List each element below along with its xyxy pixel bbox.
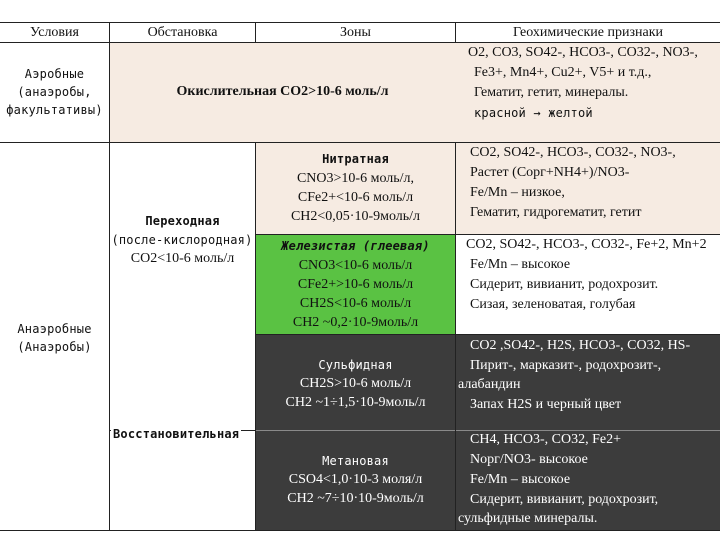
nitrate-line3: CH2<0,05·10-9моль/л [290,209,421,224]
nitrate-line1: CNO3>10-6 моль/л, [296,171,415,186]
header-zones: Зоны [340,25,371,40]
ferrous-line1: CNO3<10-6 моль/л [298,258,413,273]
methane-line1: CSO4<1,0·10-3 моля/л [288,472,423,487]
nitrate-signs-line1: CO2, SO42-, HCO3-, CO32-, NO3-, [470,145,676,160]
ferrous-line3: CH2S<10-6 моль/л [299,296,412,311]
sulfide-signs-line2: Пирит-, марказит-, родохрозит-, [470,358,662,373]
anaerobic-cond-line1: Анаэробные [17,322,92,336]
nitrate-signs-line3: Fe/Mn – низкое, [470,185,565,200]
nitrate-line2: CFe2+<10-6 моль/л [297,190,414,205]
ferrous-signs-line4: Сизая, зеленоватая, голубая [470,297,636,312]
anaerobic-cond-line2: (Анаэробы) [17,340,92,354]
sulfide-signs-line4: Запах H2S и черный цвет [470,397,622,412]
transitional-title: Переходная [145,214,220,228]
aerobic-cond-line1: Аэробные [24,67,85,81]
aerobic-signs-line4: красной → желтой [474,106,593,120]
aerobic-signs-line1: O2, CO3, SO42-, HCO3-, CO32-, NO3-, [468,45,698,60]
ferrous-line4: CH2 ~0,2·10-9моль/л [292,315,419,330]
methane-line2: CH2 ~7÷10·10-9моль/л [287,491,424,506]
ferrous-line2: CFe2+>10-6 моль/л [297,277,414,292]
sulfide-title: Сульфидная [318,358,393,372]
ferrous-signs-line1: CO2, SO42-, HCO3-, CO32-, Fe+2, Mn+2 [466,237,707,252]
transitional-conc: CO2<10-6 моль/л [130,251,235,266]
table-border-top [0,22,720,23]
transitional-subtitle: (после-кислородная) [111,233,253,247]
header-setting: Обстановка [147,25,218,40]
aerobic-signs-line2: Fe3+, Mn4+, Cu2+, V5+ и т.д., [474,65,652,80]
methane-signs-line3: Fe/Mn – высокое [470,472,571,487]
table-border-header [0,42,720,43]
methane-signs-line1: CH4, HCO3-, CO32, Fe2+ [470,432,622,447]
ferrous-signs-line2: Fe/Mn – высокое [470,257,571,272]
ferrous-title: Железистая (глеевая) [281,239,430,253]
aerobic-signs-line3: Гематит, гетит, минералы. [474,85,629,100]
nitrate-signs-line4: Гематит, гидрогематит, гетит [470,205,642,220]
methane-signs-line2: Nорг/NO3- высокое [470,452,588,467]
aerobic-setting: Окислительная CO2>10-6 моль/л [176,84,389,99]
row-divider-aerobic [0,142,720,143]
sulfide-line2: CH2 ~1÷1,5·10-9моль/л [285,395,426,410]
nitrate-signs-line2: Растет (Cорг+NH4+)/NO3- [470,165,630,180]
sulfide-signs-line1: CO2 ,SO42-, H2S, HCO3-, CO32, HS- [470,338,691,353]
row-divider-ferrous [255,334,720,335]
row-divider-nitrate [255,234,720,235]
methane-signs-line5: сульфидные минералы. [458,511,598,526]
header-geochem-signs: Геохимические признаки [512,25,664,40]
table-border-bottom [0,530,720,531]
ferrous-signs-line3: Сидерит, вивианит, родохрозит. [470,277,659,292]
nitrate-title: Нитратная [322,152,389,166]
reducing-title: Восстановительная [113,427,240,441]
header-conditions: Условия [30,25,79,40]
col-divider-3 [455,142,456,530]
sulfide-signs-line3: алабандин [458,377,521,392]
sulfide-line1: CH2S>10-6 моль/л [299,376,412,391]
methane-title: Метановая [322,454,389,468]
aerobic-cond-line2: (анаэробы, [17,85,92,99]
methane-signs-line4: Сидерит, вивианит, родохрозит, [470,492,659,507]
aerobic-cond-line3: факультативы) [6,103,103,117]
